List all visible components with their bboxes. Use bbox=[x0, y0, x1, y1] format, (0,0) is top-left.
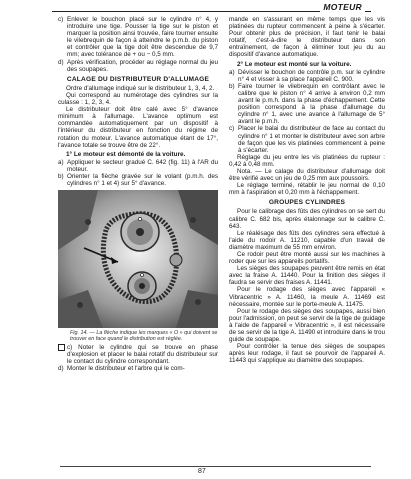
list-item: d) Monter le distributeur et l'arbre qui le com- bbox=[58, 365, 185, 373]
footer-rule bbox=[60, 466, 371, 467]
list-item: b) Orienter la flèche gravée sur le volant (p.m.h. des cylindres n° 1 et 4) sur 5° d'avance. bbox=[58, 172, 218, 188]
page-number: 87 bbox=[198, 468, 206, 475]
right-column bbox=[229, 16, 385, 365]
section-heading: GROUPES CYLINDRES bbox=[268, 199, 346, 207]
paragraph: Le distributeur doit être calé avec 5° d'avance minimum à l'allumage. L'avance optimum est commandée automatiquement par un dispositif à l'intérieur du distributeur en fonction du régime de rotation du moteur. L'avance automatique étant de 17°, l'avance totale se trouve être de 22°. bbox=[58, 106, 218, 149]
list-item: c) Noter le cylindre qui se trouve en phase d'explosion et placer le balai rotatif du distributeur sur le contact du cylindre correspondant. bbox=[58, 344, 218, 365]
section-header-title: MOTEUR bbox=[320, 2, 365, 12]
paragraph: Pour le rodage des sièges avec l'appareil « Vibracentric » A. 11460, la meule A. 11469 est nécessaire, montée sur le porte-meule A. 11475. bbox=[229, 286, 385, 308]
list-item: c) Enlever le bouchon placé sur le cylindre n° 4, y introduire une tige. Pousser la tige sur le piston et marquer la position ainsi trouvée, faire tourner ensuite le vilebrequin de façon à atteindre le p.m.b. du piston et contrôler que la tige doit être descendue de 9,7 mm; avec tolérance de + ou − 0,5 mm. bbox=[58, 16, 218, 59]
figure-caption: Fig. 14. — La flèche indique les marques « O » qui doivent se trouver en face quand le distribution est réglée. bbox=[70, 330, 218, 343]
list-item: b) Faire tourner le vilebrequin en contrôlant avec le calibre que le piston n° 4 arrive à environ 0,2 mm avant le p.m.h. dans la phase d'échappement. Cette position correspond à la phase d'allumage du cylindre n° 1, avec une avance à l'allumage de 5° avant le p.m.h. bbox=[229, 82, 385, 126]
paragraph: Réglage du jeu entre les vis platinées du rupteur : 0,42 à 0,48 mm. bbox=[229, 153, 385, 168]
paragraph: Le réglage terminé, rétablir le jeu normal de 0,10 mm à l'aspiration et 0,20 mm à l'échappement. bbox=[229, 182, 385, 197]
paragraph: Ce rodoir peut être monté aussi sur les machines à roder que sur les appareils portatifs. bbox=[229, 251, 385, 266]
paragraph: Le réalésage des fûts des cylindres sera effectué à l'aide du rodoir A. 11210, capable d'un travail de diamètre maximum de 55 mm environ. bbox=[229, 229, 385, 251]
list-item: a) Dévisser le bouchon de contrôle p.m. sur le cylindre n° 4 et visser à sa place l'appareil C. 900. bbox=[229, 68, 385, 83]
list-item: d) Après vérification, procéder au réglage normal du jeu des soupapes. bbox=[58, 58, 218, 73]
paragraph: Ordre d'allumage indiqué sur le distributeur 1, 3, 4, 2. bbox=[66, 84, 215, 92]
paragraph: Pour le calibrage des fûts des cylindres on se sert du calibre C. 682 bis, après étalonnage sur le calibre C. 643. bbox=[229, 208, 385, 230]
section-heading: CALAGE DU DISTRIBUTEUR D'ALLUMAGE bbox=[66, 75, 210, 83]
paragraph: Pour le rodage des sièges des soupapes, aussi bien pour l'admission, on peut se servir de la tige de guidage à l'aide de l'appareil « Vibracentric », il est nécessaire de se servir de la tige A. 11490 et introduire dans le trou guide de soupape. bbox=[229, 307, 385, 344]
left-column bbox=[58, 16, 218, 373]
list-item: c) Placer le balai du distributeur de face au contact du cylindre n° 1 et monter le distributeur avec son arbre de façon que les vis platinées commencent à peine à s'écarter. bbox=[229, 125, 385, 154]
subheading: 2° Le moteur est monté sur la voiture. bbox=[237, 60, 352, 68]
paragraph: Pour contrôler la tenue des sièges de soupapes après leur rodage, il faut se pourvoir de l'appareil A. 11443 qui s'applique au diamètre des soupapes. bbox=[229, 343, 385, 365]
list-item: a) Appliquer le secteur gradué C. 642 (fig. 11) à l'AR du moteur. bbox=[58, 158, 218, 173]
timing-chain-illustration bbox=[58, 190, 218, 328]
paragraph: Les sièges des soupapes peuvent être remis en état avec la fraise A. 11440. Pour la finition des sièges il faudra se servir des fraises A. 11441. bbox=[229, 265, 385, 287]
paragraph: mande en s'assurant en même temps que les vis platinées du rupteur commencent à peine à s'écarter. Pour obtenir plus de précision, il faut tenir le balai rotatif, c'est-à-dire le distributeur dans son entraînement, de façon à éliminer tout jeu du au dispositif d'avance automatique. bbox=[229, 16, 385, 59]
timing-chain-photo bbox=[58, 190, 218, 328]
subheading: 1° Le moteur est démonté de la voiture. bbox=[66, 150, 186, 158]
checkbox-icon bbox=[58, 344, 65, 351]
paragraph: Qui correspond au numérotage des cylindres sur la culasse : 1, 2, 3, 4. bbox=[58, 91, 218, 107]
paragraph: Nota. — Le calage du distributeur d'allumage doit être vérifié avec un jeu de 0,25 mm aux poussoirs. bbox=[229, 167, 385, 183]
